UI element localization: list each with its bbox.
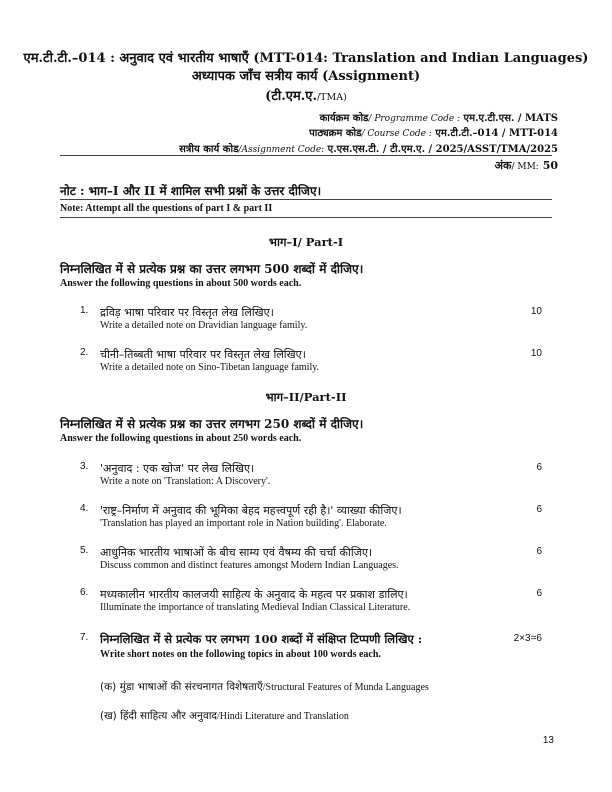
part1-instruction-english: Answer the following questions in about 500 words each. — [60, 278, 302, 289]
question-number: 7. — [80, 632, 89, 643]
divider-note — [60, 199, 552, 200]
tma-hindi: (टी.एम.ए. — [265, 89, 317, 104]
question-text-english: Illuminate the importance of translating Medieval Indian Classical Literature. — [100, 602, 411, 613]
page-number: 13 — [542, 735, 554, 746]
programme-code-value: एम.ए.टी.एस. / MATS — [463, 113, 558, 124]
question-marks: 6 — [536, 504, 542, 515]
question-text-hindi: निम्नलिखित में से प्रत्येक पर लगभग 100 शब्दों में संक्षिप्त टिप्पणी लिखिए : — [100, 632, 423, 646]
question-number: 2. — [80, 347, 89, 358]
programme-code-hi: कार्यक्रम कोड — [319, 113, 369, 124]
question-number: 6. — [80, 587, 89, 598]
question-number: 4. — [80, 503, 89, 514]
question-marks: 10 — [530, 306, 542, 317]
subtitle-hindi: अध्यापक जाँच सत्रीय कार्य — [191, 69, 318, 84]
question-number: 3. — [80, 461, 89, 472]
title-hindi: एम.टी.टी.–014 : अनुवाद एवं भारतीय भाषाएँ — [23, 51, 249, 66]
short-note-b — [100, 709, 349, 723]
question-marks: 6 — [536, 588, 542, 599]
subtitle-english: (Assignment) — [322, 69, 421, 84]
question-text-english: Write short notes on the following topics in about 100 words each. — [100, 649, 381, 660]
question-text-hindi: चीनी–तिब्बती भाषा परिवार पर विस्तृत लेख लिखिए। — [100, 348, 306, 361]
course-code-value: एम.टी.टी.–014 / MTT-014 — [435, 128, 558, 139]
question-text-english: Write a detailed note on Sino-Tibetan language family. — [100, 362, 320, 373]
part1-heading: भाग–I/ Part-I — [268, 235, 344, 249]
course-code — [309, 125, 558, 139]
part2-heading: भाग–II/Part-II — [265, 390, 347, 404]
tma-english: /TMA) — [316, 92, 347, 103]
question-text-hindi: 'अनुवाद : एक खोज' पर लेख लिखिए। — [100, 462, 255, 475]
question-text-hindi: आधुनिक भारतीय भाषाओं के बीच साम्य एवं वैषम्य की चर्चा कीजिए। — [100, 546, 373, 559]
question-number: 1. — [80, 305, 89, 316]
assignment-code — [179, 141, 558, 155]
part2-instruction-hindi: निम्नलिखित में से प्रत्येक प्रश्न का उत्तर लगभग 250 शब्दों में दीजिए। — [60, 417, 364, 431]
max-marks — [495, 158, 558, 173]
assignment-code-label: /Assignment Code: — [238, 145, 325, 155]
part2-instruction-english: Answer the following questions in about 250 words each. — [60, 433, 302, 444]
question-text-hindi: द्रविड़ भाषा परिवार पर विस्तृत लेख लिखिए। — [100, 306, 274, 319]
course-code-hi: पाठ्यक्रम कोड — [309, 128, 362, 139]
question-text-english: Write a note on 'Translation: A Discovery'. — [100, 476, 271, 487]
course-code-label: / Course Code : — [361, 129, 432, 139]
question-marks: 6 — [536, 546, 542, 557]
part1-instruction-hindi: निम्नलिखित में से प्रत्येक प्रश्न का उत्तर लगभग 500 शब्दों में दीजिए। — [60, 262, 364, 276]
question-text-english: Write a detailed note on Dravidian language family. — [100, 320, 308, 331]
title-english: (MTT-014: Translation and Indian Languages) — [253, 51, 589, 66]
title-line — [0, 48, 612, 66]
assignment-code-hi: सत्रीय कार्य कोड — [179, 144, 239, 155]
question-text-english: Discuss common and distinct features amongst Modern Indian Languages. — [100, 560, 399, 571]
short-note-hindi: (ख) हिंदी साहित्य और अनुवाद — [100, 710, 217, 722]
question-number: 5. — [80, 545, 89, 556]
programme-code-label: / Programme Code : — [368, 114, 461, 124]
question-text-hindi: मध्यकालीन भारतीय कालजयी साहित्य के अनुवाद के महत्व पर प्रकाश डालिए। — [100, 588, 408, 601]
short-note-english: /Hindi Literature and Translation — [217, 711, 349, 722]
short-note-a — [100, 680, 429, 694]
divider-note-bottom — [60, 217, 552, 218]
question-marks: 10 — [530, 348, 542, 359]
divider-top — [60, 155, 552, 156]
question-text-hindi: 'राष्ट्र–निर्माण में अनुवाद की भूमिका बेहद महत्त्वपूर्ण रही है।' व्याख्या कीजिए। — [100, 504, 402, 517]
note-english: Note: Attempt all the questions of part I & part II — [60, 203, 273, 214]
marks-label: / MM: — [511, 162, 539, 172]
marks-value: 50 — [542, 159, 558, 172]
assignment-code-value: ए.एस.एस.टी. / टी.एम.ए. / 2025/ASST/TMA/2025 — [327, 144, 558, 155]
question-text-english: 'Translation has played an important role in Nation building'. Elaborate. — [100, 518, 387, 529]
short-note-hindi: (क) मुंडा भाषाओं की संरचनागत विशेषताएँ — [100, 681, 263, 693]
question-marks: 2×3=6 — [513, 633, 542, 644]
programme-code — [320, 110, 558, 124]
marks-hi: अंक — [494, 159, 512, 172]
subtitle-line — [0, 66, 612, 84]
note-hindi: नोट : भाग–I और II में शामिल सभी प्रश्नों के उत्तर दीजिए। — [60, 184, 322, 198]
question-marks: 6 — [536, 462, 542, 473]
tma-line — [0, 86, 612, 104]
short-note-english: /Structural Features of Munda Languages — [262, 682, 429, 693]
